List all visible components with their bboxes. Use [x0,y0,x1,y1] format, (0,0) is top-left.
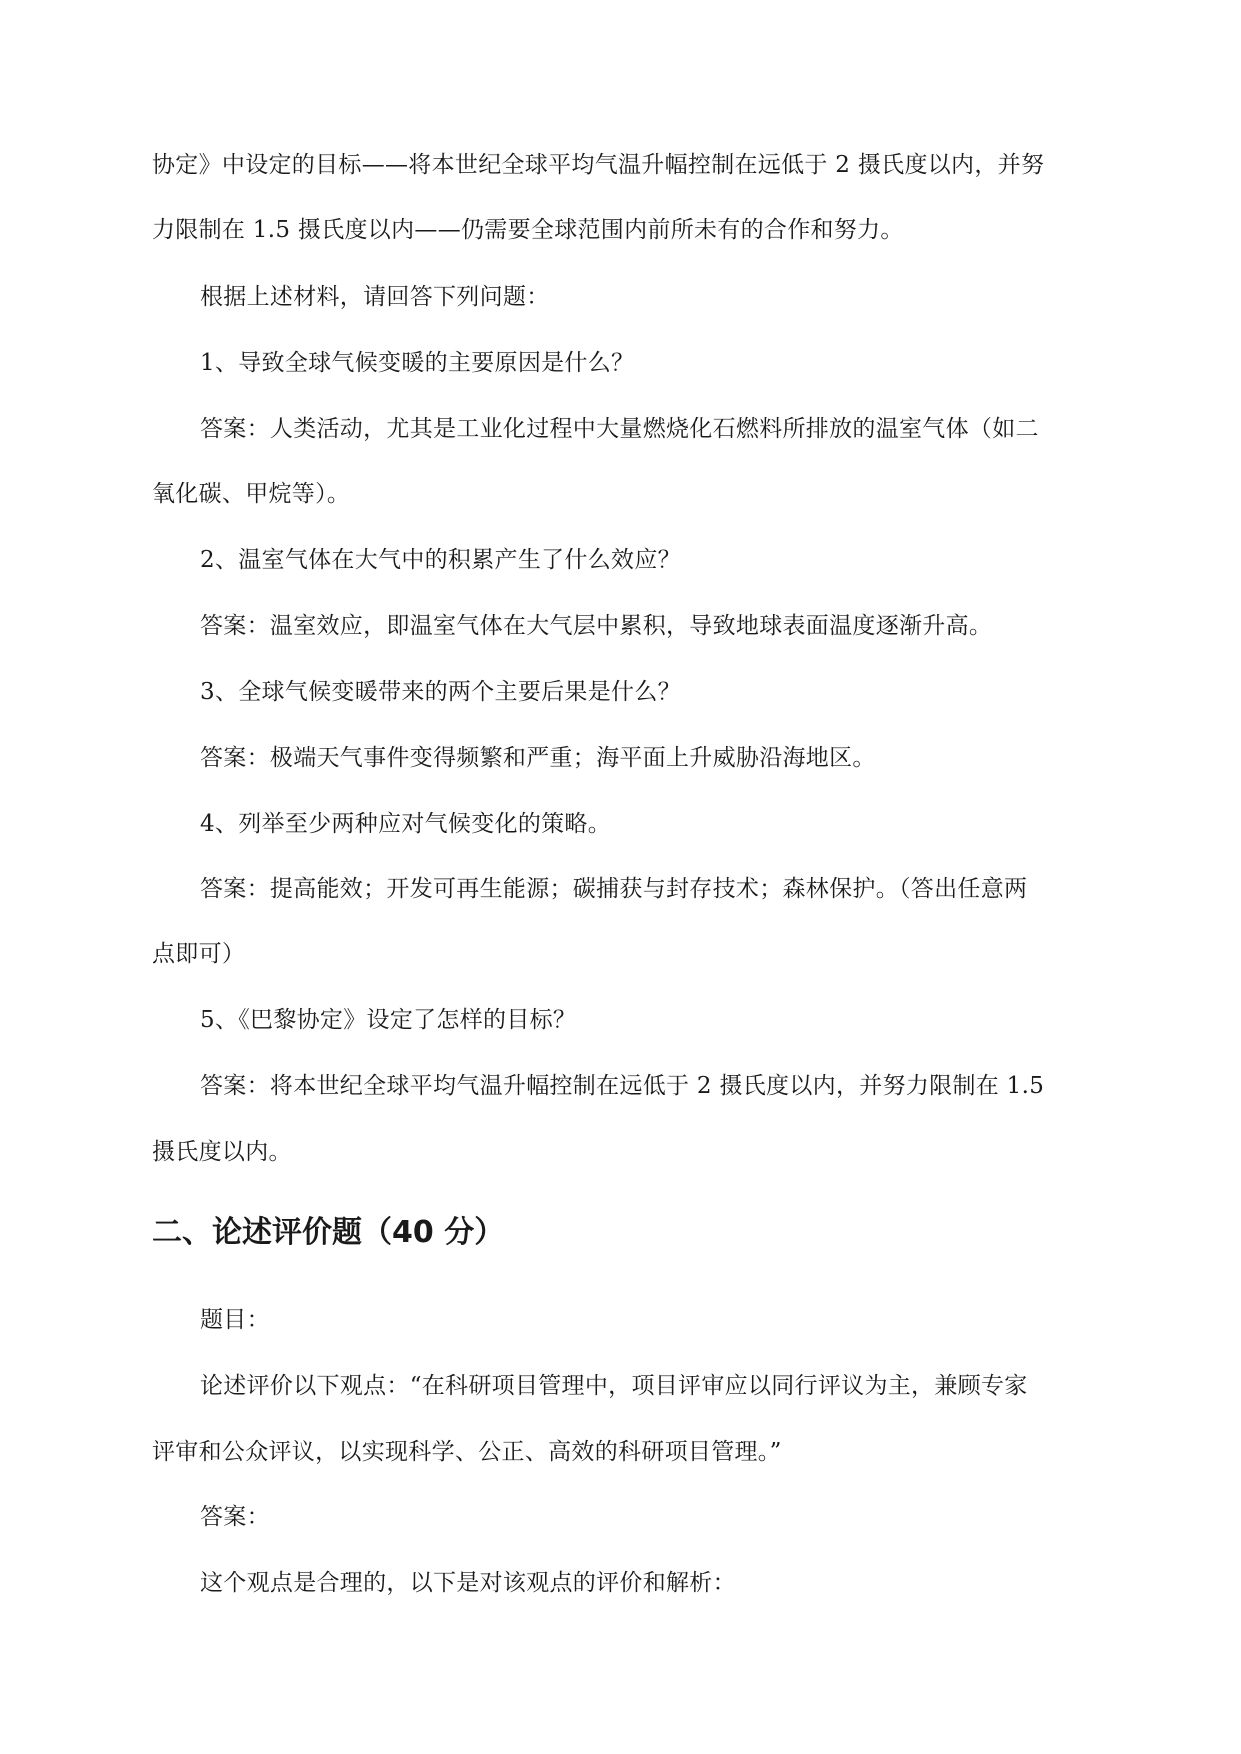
answer-5-line: 答案：将本世纪全球平均气温升幅控制在远低于 2 摄氏度以内，并努力限制在 1.5 [200,1073,1045,1099]
answer-4-line: 点即可） [152,941,246,967]
question-1: 1、导致全球气候变暖的主要原因是什么？ [200,350,635,376]
question-2: 2、温室气体在大气中的积累产生了什么效应？ [200,547,681,573]
topic-label: 题目： [200,1307,270,1333]
topic-text-line: 论述评价以下观点：“在科研项目管理中，项目评审应以同行评议为主，兼顾专家 [200,1373,1028,1399]
question-4: 4、列举至少两种应对气候变化的策略。 [200,811,612,837]
answer-4-line: 答案：提高能效；开发可再生能源；碳捕获与封存技术；森林保护。（答出任意两 [200,876,1028,902]
answer-5-line: 摄氏度以内。 [152,1139,292,1165]
question-5: 5、《巴黎协定》设定了怎样的目标？ [200,1007,577,1033]
paragraph-line: 协定》中设定的目标——将本世纪全球平均气温升幅控制在远低于 2 摄氏度以内，并努 [152,152,1045,178]
instruction-text: 根据上述材料，请回答下列问题： [200,284,550,310]
answer-1-line: 答案：人类活动，尤其是工业化过程中大量燃烧化石燃料所排放的温室气体（如二 [200,416,1039,442]
question-3: 3、全球气候变暖带来的两个主要后果是什么？ [200,679,681,705]
section-heading: 二、论述评价题（40 分） [152,1215,505,1250]
answer-label: 答案： [200,1504,270,1530]
answer-1-line: 氧化碳、甲烷等）。 [152,481,351,507]
topic-text-line: 评审和公众评议，以实现科学、公正、高效的科研项目管理。” [152,1439,782,1465]
answer-text: 这个观点是合理的，以下是对该观点的评价和解析： [200,1570,736,1596]
paragraph-line: 力限制在 1.5 摄氏度以内——仍需要全球范围内前所未有的合作和努力。 [152,217,904,243]
answer-3: 答案：极端天气事件变得频繁和严重；海平面上升威胁沿海地区。 [200,745,876,771]
answer-2: 答案：温室效应，即温室气体在大气层中累积，导致地球表面温度逐渐升高。 [200,613,993,639]
